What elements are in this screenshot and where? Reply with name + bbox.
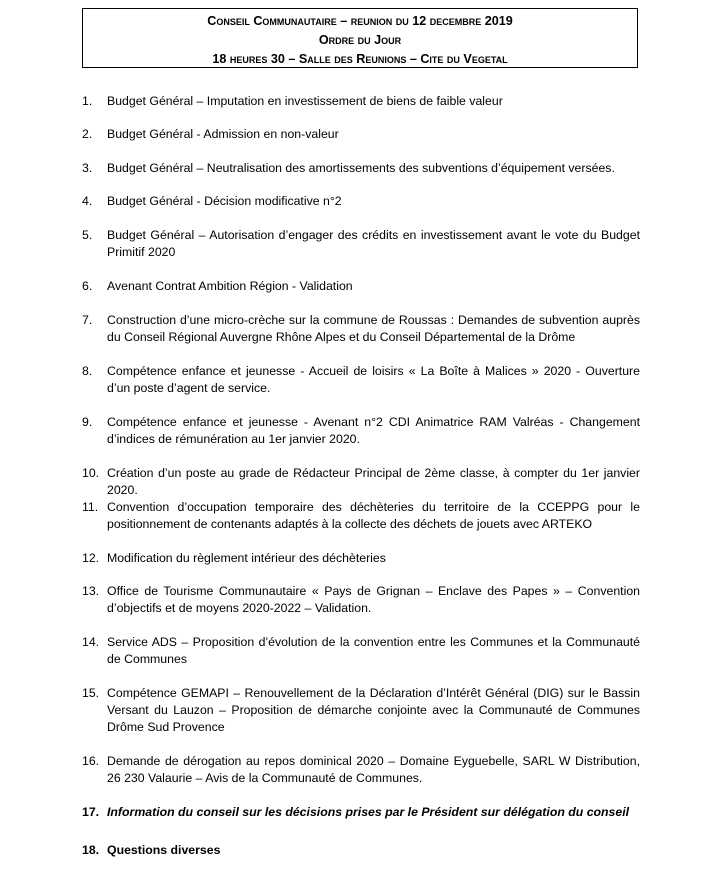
item-number: 16. — [82, 754, 100, 768]
item-text: Budget Général - Décision modificative n°2 — [107, 194, 342, 208]
item-text: Demande de dérogation au repos dominical 2020 – Domaine Eyguebelle, SARL W Distribution, 26 230 Valaurie – Avis de la Communauté de Communes. — [107, 754, 640, 785]
item-number: 14. — [82, 635, 100, 649]
item-number: 15. — [82, 686, 100, 700]
agenda-item-16 — [82, 753, 640, 787]
item-text: Création d’un poste au grade de Rédacteur Principal de 2ème classe, à compter du 1er janvier 2020. — [107, 466, 640, 497]
item-text: Modification du règlement intérieur des déchèteries — [107, 551, 386, 565]
item-number: 11. — [82, 500, 99, 514]
item-number: 9. — [82, 415, 93, 429]
agenda-header — [82, 8, 638, 68]
agenda-item-14 — [82, 634, 640, 668]
agenda-item-17 — [82, 804, 640, 821]
agenda-title: Ordre du Jour — [318, 33, 402, 47]
agenda-item-2 — [82, 126, 640, 143]
item-text: Budget Général - Admission en non-valeur — [107, 127, 339, 141]
item-number: 10. — [82, 466, 100, 480]
item-text: Service ADS – Proposition d’évolution de la convention entre les Communes et la Communauté de Communes — [107, 635, 640, 666]
item-number: 17. — [82, 805, 100, 819]
item-text: Compétence enfance et jeunesse - Avenant n°2 CDI Animatrice RAM Valréas - Changement d’indices de rémunération au 1er janvier 2020. — [107, 415, 640, 446]
agenda-item-7 — [82, 312, 640, 346]
item-text: Office de Tourisme Communautaire « Pays de Grignan – Enclave des Papes » – Convention d’objectifs et de moyens 2020-2022 – Validation. — [107, 584, 640, 615]
item-text: Construction d’une micro-crèche sur la commune de Roussas : Demandes de subvention auprès du Conseil Régional Auvergne Rhône Alpes et du Conseil Départemental de la Drôme — [107, 313, 640, 344]
item-text: Budget Général – Imputation en investissement de biens de faible valeur — [107, 94, 503, 108]
agenda-item-9 — [82, 414, 640, 448]
item-number: 5. — [82, 228, 93, 242]
agenda-item-4 — [82, 193, 640, 210]
agenda-item-6 — [82, 278, 640, 295]
agenda-item-3 — [82, 160, 640, 177]
agenda-item-10 — [82, 465, 640, 499]
item-text: Information du conseil sur les décisions prises par le Président sur délégation du conseil — [107, 805, 630, 819]
agenda-item-1 — [82, 93, 640, 110]
agenda-item-13 — [82, 583, 640, 617]
item-text: Budget Général – Autorisation d’engager des crédits en investissement avant le vote du Budget Primitif 2020 — [107, 228, 640, 259]
item-text: Questions diverses — [107, 843, 221, 857]
agenda-item-5 — [82, 227, 640, 261]
item-number: 13. — [82, 584, 100, 598]
agenda-item-12 — [82, 550, 640, 567]
item-number: 7. — [82, 313, 93, 327]
agenda-item-11 — [82, 499, 640, 533]
item-number: 1. — [82, 94, 93, 108]
item-number: 6. — [82, 279, 93, 293]
item-number: 12. — [82, 551, 100, 565]
meeting-title: Conseil Communautaire – reunion du 12 decembre 2019 — [207, 14, 513, 28]
item-text: Convention d’occupation temporaire des déchèteries du territoire de la CCEPPG pour le positionnement de contenants adaptés à la collecte des déchets de jouets avec ARTEKO — [107, 500, 640, 531]
item-number: 3. — [82, 161, 93, 175]
meeting-time-location: 18 heures 30 – Salle des Reunions – Cite du Vegetal — [212, 52, 508, 66]
item-text: Avenant Contrat Ambition Région - Validation — [107, 279, 353, 293]
agenda-item-18 — [82, 842, 640, 859]
item-number: 18. — [82, 843, 100, 857]
item-text: Compétence GEMAPI – Renouvellement de la Déclaration d’Intérêt Général (DIG) sur le Bassin Versant du Lauzon – Proposition de démarche conjointe avec la Communauté de Communes Drôme Sud Provence — [107, 686, 640, 734]
item-number: 8. — [82, 364, 93, 378]
agenda-item-8 — [82, 363, 640, 397]
item-number: 2. — [82, 127, 93, 141]
item-number: 4. — [82, 194, 93, 208]
agenda-item-15 — [82, 685, 640, 735]
item-text: Budget Général – Neutralisation des amortissements des subventions d’équipement versées. — [107, 161, 615, 175]
item-text: Compétence enfance et jeunesse - Accueil de loisirs « La Boîte à Malices » 2020 - Ouverture d’un poste d’agent de service. — [107, 364, 640, 395]
